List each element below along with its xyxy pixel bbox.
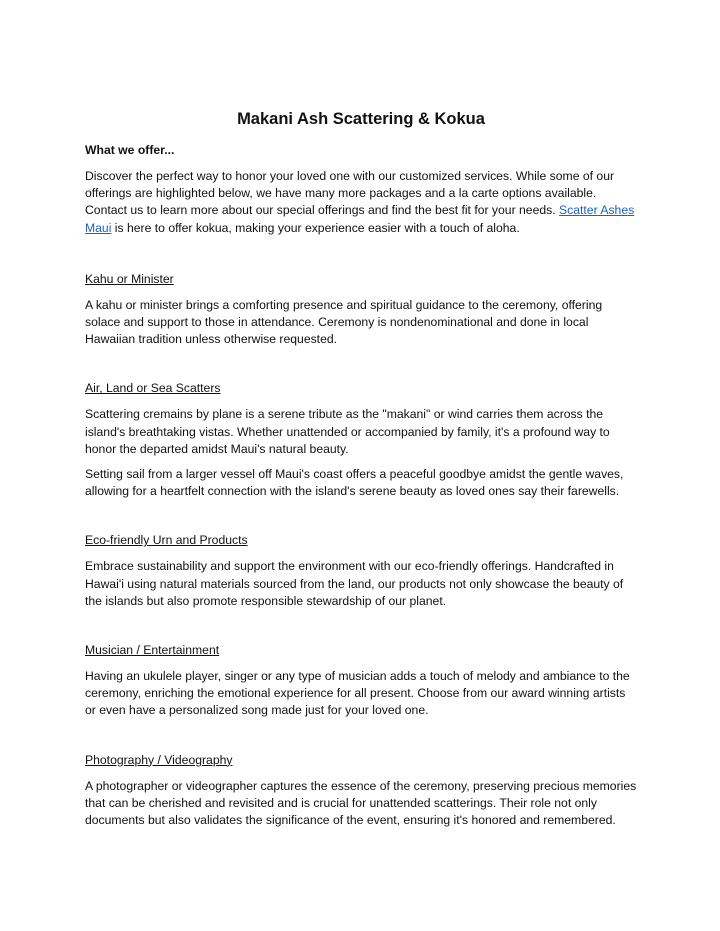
section-photography <box>85 752 637 830</box>
page-title: Makani Ash Scattering & Kokua <box>237 110 485 128</box>
section-musician <box>85 642 637 720</box>
section-paragraph: A photographer or videographer captures the essence of the ceremony, preserving precious memories that can be cherished and revisited and is crucial for unattended scatterings. Their role not only documents but also validates the significance of the event, ensuring it's honored and remembered. <box>85 778 637 828</box>
section-eco-friendly <box>85 532 637 610</box>
section-paragraph: Having an ukulele player, singer or any type of musician adds a touch of melody and ambiance to the ceremony, enriching the emotional experience for all present. Choose from our award winning artists or even have a personalized song made just for your loved one. <box>85 669 630 718</box>
section-scatters <box>85 380 637 500</box>
section-heading-eco-friendly: Eco-friendly Urn and Products <box>85 533 248 548</box>
section-paragraph: A kahu or minister brings a comforting presence and spiritual guidance to the ceremony, offering solace and support to those in attendance. Ceremony is nondenominational and done in local Hawaiian tradition unless otherwise requested. <box>85 297 603 347</box>
intro-paragraph <box>85 168 637 237</box>
document-page <box>85 108 637 837</box>
section-heading-musician: Musician / Entertainment <box>85 643 220 658</box>
section-kahu <box>85 271 637 349</box>
section-heading-photography: Photography / Videography <box>85 752 233 767</box>
intro-text-before-link: Discover the perfect way to honor your loved one with our customized services. While some of our offerings are highlighted below, we have many more packages and a la carte options available. Contact us to learn more about our special offerings and find the best fit for your needs. <box>85 169 615 218</box>
scatter-ashes-maui-link[interactable]: Scatter Ashes Maui <box>85 203 635 235</box>
section-heading-scatters: Air, Land or Sea Scatters <box>85 381 221 396</box>
intro-text-after-link: is here to offer kokua, making your experience easier with a touch of aloha. <box>111 220 520 235</box>
section-paragraph: Embrace sustainability and support the environment with our eco-friendly offerings. Handcrafted in Hawai'i using natural materials sourced from the land, our products not only showcase the beauty of the islands but also promote responsible stewardship of our planet. <box>85 559 624 608</box>
section-paragraph: Setting sail from a larger vessel off Maui's coast offers a peaceful goodbye amidst the gentle waves, allowing for a heartfelt connection with the island's serene beauty as loved ones say their farewells. <box>85 467 624 499</box>
intro-heading: What we offer... <box>85 143 175 157</box>
section-paragraph: Scattering cremains by plane is a serene tribute as the "makani" or wind carries them across the island's breathtaking vistas. Whether unattended or accompanied by family, it's a profound way to honor the departed amidst Maui's natural beauty. <box>85 407 610 456</box>
section-heading-kahu: Kahu or Minister <box>85 271 174 286</box>
